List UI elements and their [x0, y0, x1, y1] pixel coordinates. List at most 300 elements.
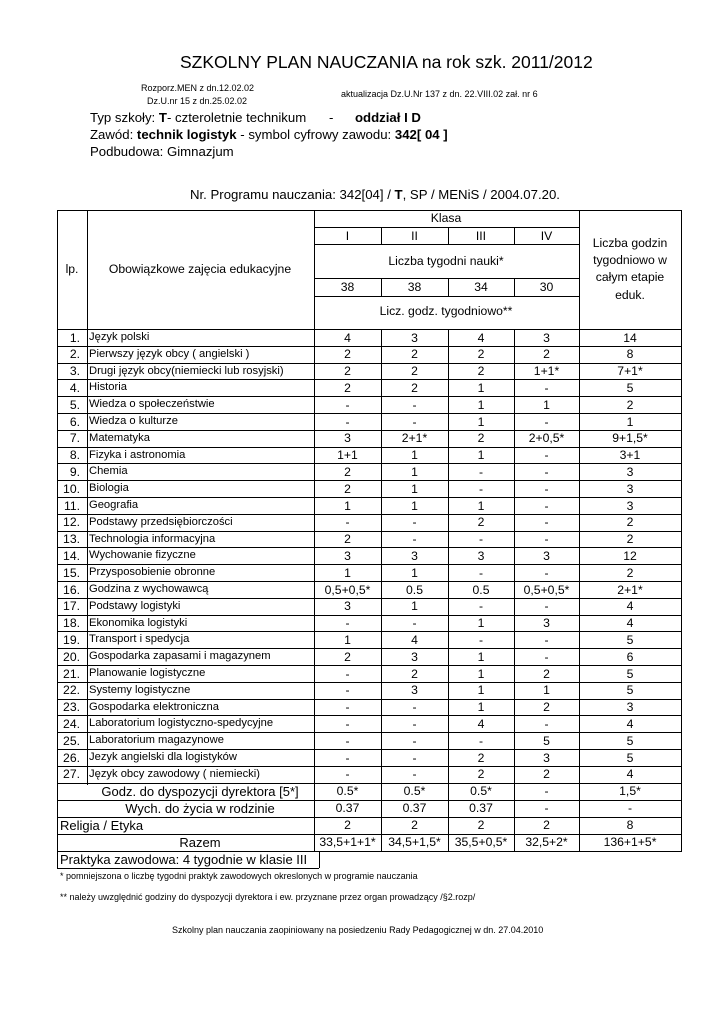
table-rule: [381, 615, 382, 632]
row-lp: 4.: [69, 380, 80, 395]
row-divider: [57, 463, 682, 464]
family-education-class-3: 0.37: [469, 801, 493, 816]
row-lp: 8.: [69, 448, 80, 463]
row-class-4-hours: 2: [543, 347, 550, 362]
table-rule: [579, 480, 580, 497]
table-rule: [448, 531, 449, 548]
table-rule: [514, 648, 515, 665]
table-rule: [448, 581, 449, 598]
table-rule: [314, 665, 315, 682]
table-rule: [381, 447, 382, 464]
table-rule: [579, 447, 580, 464]
table-rule: [314, 800, 315, 817]
row-subject: Podstawy logistyki: [89, 599, 181, 612]
program-suffix: , SP / MENiS / 2004.07.20.: [402, 187, 560, 202]
row-total-hours: 9+1,5*: [612, 431, 648, 446]
school-type-code: T: [158, 110, 167, 125]
row-class-4-hours: 2: [543, 700, 550, 715]
curriculum-table: [57, 210, 681, 870]
row-class-4-hours: 2+0,5*: [528, 431, 565, 446]
row-divider: [57, 715, 682, 716]
table-rule: [314, 346, 315, 363]
row-subject: Drugi język obcy(niemiecki lub rosyjski): [89, 364, 284, 377]
table-rule: [448, 547, 449, 564]
row-class-4-hours: 3: [543, 548, 550, 563]
row-total-hours: 14: [623, 330, 637, 345]
table-rule: [448, 379, 449, 396]
table-rule: [381, 278, 382, 296]
table-rule: [381, 817, 382, 834]
row-divider: [57, 447, 682, 448]
row-subject: Systemy logistyczne: [89, 683, 191, 696]
page-title: SZKOLNY PLAN NAUCZANIA na rok szk. 2011/2012: [180, 52, 593, 72]
table-rule: [514, 817, 515, 834]
row-class-3-hours: 0.5: [472, 582, 490, 597]
row-subject: Jezyk angielski dla logistyków: [89, 751, 237, 763]
practice-border-right: [319, 852, 320, 868]
table-rule: [514, 379, 515, 396]
table-rule: [381, 396, 382, 413]
sum-row-class-2: 34,5+1,5*: [388, 835, 441, 850]
table-rule: [514, 480, 515, 497]
table-rule: [314, 296, 579, 297]
table-rule: [514, 463, 515, 480]
profession-name: technik logistyk: [136, 127, 237, 142]
row-subject: Pierwszy język obcy ( angielski ): [89, 347, 250, 360]
row-class-3-hours: 2: [477, 347, 485, 362]
row-class-1-hours: -: [345, 616, 350, 631]
row-class-1-hours: 2: [344, 481, 351, 496]
table-rule: [514, 346, 515, 363]
table-rule: [514, 531, 515, 548]
table-rule: [448, 783, 449, 800]
table-rule: [448, 682, 449, 699]
table-rule: [579, 581, 580, 598]
family-education-total: -: [627, 801, 633, 816]
row-divider: [57, 497, 682, 498]
row-divider: [57, 564, 682, 565]
table-rule: [579, 834, 580, 851]
row-class-2-hours: -: [412, 515, 417, 530]
row-total-hours: 5: [626, 733, 634, 748]
row-total-hours: 7+1*: [617, 364, 643, 379]
header-total-line-3: całym etapie: [595, 270, 665, 284]
row-class-1-hours: -: [345, 515, 350, 530]
row-class-4-hours: -: [544, 716, 549, 731]
row-total-hours: 8: [626, 347, 634, 362]
table-rule: [448, 447, 449, 464]
row-class-3-hours: 1: [477, 414, 485, 429]
table-rule: [448, 817, 449, 834]
table-rule: [514, 447, 515, 464]
table-rule: [514, 227, 515, 244]
row-total-hours: 2+1*: [617, 582, 643, 597]
row-lp: 3.: [69, 364, 80, 379]
row-lp: 1.: [69, 330, 80, 345]
row-subject: Historia: [89, 381, 127, 394]
director-hours-label: Godz. do dyspozycji dyrektora [5*]: [101, 784, 299, 800]
row-class-3-hours: -: [478, 632, 484, 647]
table-rule: [514, 363, 515, 380]
table-rule: [314, 715, 315, 732]
row-class-1-hours: 3: [344, 431, 351, 446]
table-rule: [448, 615, 449, 632]
table-rule: [381, 547, 382, 564]
row-subject: Technologia informacyjna: [89, 532, 216, 545]
row-class-2-hours: -: [412, 716, 417, 731]
table-rule: [579, 379, 580, 396]
row-divider: [57, 682, 682, 683]
header-subjects: Obowiązkowe zajęcia edukacyjne: [108, 262, 292, 276]
table-rule: [381, 834, 382, 851]
row-subject: Wiedza o kulturze: [89, 415, 178, 427]
table-rule: [381, 346, 382, 363]
table-rule: [381, 430, 382, 447]
table-rule: [314, 749, 315, 766]
table-rule: [514, 631, 515, 648]
profession-label: Zawód:: [90, 127, 137, 142]
row-class-1-hours: 1: [344, 498, 351, 513]
row-divider: [57, 363, 682, 364]
director-hours-class-3: 0.5*: [470, 784, 492, 799]
row-lp: 6.: [69, 414, 80, 429]
table-rule: [381, 682, 382, 699]
row-total-hours: 4: [626, 767, 634, 782]
row-subject: Chemia: [89, 465, 128, 478]
footnote-hours: ** należy uwzględnić godziny do dyspozycji dyrektora i ew. przyznane przez organ prowadzący /§2.rozp/: [60, 892, 476, 902]
header-class-2: II: [411, 229, 418, 243]
row-class-1-hours: 2: [344, 380, 351, 395]
row-lp: 21.: [63, 666, 80, 681]
school-division: oddział I D: [355, 110, 421, 125]
row-class-3-hours: 2: [477, 515, 485, 530]
row-lp: 7.: [69, 431, 80, 446]
row-class-2-hours: 1: [411, 599, 418, 614]
table-rule: [579, 346, 580, 363]
header-hours-label: Licz. godz. tygodniowo**: [379, 304, 513, 318]
table-rule: [579, 817, 580, 834]
table-rule: [448, 329, 449, 346]
row-class-4-hours: -: [544, 515, 549, 530]
row-class-3-hours: 2: [477, 431, 485, 446]
table-rule: [381, 648, 382, 665]
row-lp: 11.: [63, 498, 80, 513]
table-rule: [314, 480, 315, 497]
row-divider: [57, 480, 682, 481]
row-class-4-hours: 3: [543, 750, 550, 765]
table-rule: [314, 430, 315, 447]
row-divider: [57, 665, 682, 666]
row-class-3-hours: 4: [477, 716, 485, 731]
table-rule: [314, 547, 315, 564]
row-class-3-hours: -: [478, 481, 484, 496]
row-lp: 19.: [63, 632, 80, 647]
school-base: Podbudowa: Gimnazjum: [90, 144, 234, 159]
table-rule: [579, 800, 580, 817]
row-class-2-hours: 1: [411, 498, 418, 513]
table-rule: [579, 463, 580, 480]
table-rule: [514, 800, 515, 817]
row-class-3-hours: 1: [477, 616, 485, 631]
row-class-3-hours: 1: [477, 448, 485, 463]
program-prefix: Nr. Programu nauczania: 342[04] /: [190, 187, 395, 202]
table-rule: [514, 682, 515, 699]
table-rule: [381, 329, 382, 346]
table-rule: [57, 329, 682, 330]
table-rule: [514, 598, 515, 615]
row-divider: [57, 817, 682, 818]
row-total-hours: 1: [626, 414, 634, 429]
table-rule: [579, 564, 580, 581]
row-subject: Matematyka: [89, 431, 150, 444]
religion-ethics-class-2: 2: [411, 818, 418, 833]
row-class-2-hours: -: [412, 397, 417, 412]
table-rule: [381, 783, 382, 800]
table-rule: [314, 598, 315, 615]
table-rule: [514, 732, 515, 749]
row-class-3-hours: 1: [477, 683, 485, 698]
row-subject: Gospodarka elektroniczna: [89, 700, 219, 713]
row-class-1-hours: -: [345, 700, 350, 715]
table-rule: [314, 732, 315, 749]
table-rule: [579, 363, 580, 380]
table-rule: [381, 497, 382, 514]
row-class-1-hours: 1+1: [337, 448, 358, 463]
religion-ethics-class-4: 2: [543, 818, 550, 833]
header-weeks-label: Liczba tygodni nauki*: [388, 254, 504, 268]
table-rule: [514, 834, 515, 851]
table-rule: [448, 463, 449, 480]
row-class-3-hours: 1: [477, 649, 485, 664]
table-rule: [579, 699, 580, 716]
table-rule: [314, 817, 315, 834]
table-rule: [448, 396, 449, 413]
table-rule: [579, 497, 580, 514]
row-class-1-hours: -: [345, 666, 350, 681]
table-rule: [314, 648, 315, 665]
row-subject: Fizyka i astronomia: [89, 448, 186, 461]
row-class-1-hours: 2: [344, 347, 351, 362]
row-class-2-hours: -: [412, 616, 417, 631]
row-divider: [57, 514, 682, 515]
table-rule: [314, 447, 315, 464]
row-class-2-hours: -: [412, 733, 417, 748]
table-rule: [381, 379, 382, 396]
row-class-4-hours: -: [544, 498, 549, 513]
row-class-4-hours: 5: [543, 733, 550, 748]
row-class-1-hours: -: [345, 716, 350, 731]
header-class-4: IV: [540, 229, 553, 243]
row-lp: 22.: [63, 683, 80, 698]
row-total-hours: 3: [626, 464, 634, 479]
row-class-4-hours: 0,5+0,5*: [523, 582, 570, 597]
row-class-3-hours: 1: [477, 666, 485, 681]
row-subject: Laboratorium logistyczno-spedycyjne: [89, 717, 274, 730]
row-class-1-hours: 3: [344, 548, 351, 563]
row-divider: [57, 766, 682, 767]
row-class-4-hours: -: [544, 599, 549, 614]
table-rule: [448, 227, 449, 244]
row-total-hours: 3: [626, 498, 634, 513]
table-rule: [448, 363, 449, 380]
row-class-2-hours: 0.5: [406, 582, 423, 597]
row-lp: 23.: [63, 700, 80, 715]
row-total-hours: 3+1: [619, 448, 641, 463]
table-rule: [514, 396, 515, 413]
table-rule: [514, 497, 515, 514]
row-divider: [57, 699, 682, 700]
row-subject: Język polski: [89, 331, 150, 343]
profession-line: [90, 127, 448, 142]
regulation-update: aktualizacja Dz.U.Nr 137 z dn. 22.VIII.02 zał. nr 6: [341, 89, 538, 99]
table-rule: [579, 648, 580, 665]
table-rule: [514, 430, 515, 447]
row-class-4-hours: 3: [543, 616, 550, 631]
row-class-3-hours: 3: [477, 548, 485, 563]
row-class-4-hours: -: [544, 565, 549, 580]
header-total-line-4: eduk.: [615, 288, 645, 302]
row-total-hours: 5: [626, 666, 634, 681]
table-rule: [314, 834, 315, 851]
table-rule: [448, 480, 449, 497]
table-rule: [381, 800, 382, 817]
table-rule: [579, 715, 580, 732]
table-rule: [579, 430, 580, 447]
row-divider: [57, 547, 682, 548]
row-lp: 17.: [63, 599, 80, 614]
table-rule: [314, 227, 579, 228]
table-rule: [579, 547, 580, 564]
row-lp: 2.: [69, 347, 80, 362]
table-rule: [514, 278, 515, 296]
table-rule: [579, 732, 580, 749]
table-rule: [514, 514, 515, 531]
row-subject: Wiedza o społeczeństwie: [89, 398, 215, 411]
row-class-4-hours: -: [544, 464, 549, 479]
row-class-1-hours: 2: [344, 649, 351, 664]
row-lp: 24.: [63, 716, 80, 731]
director-hours-class-2: 0.5*: [403, 784, 426, 799]
row-subject: Geografia: [89, 499, 139, 511]
row-class-4-hours: -: [544, 649, 549, 664]
footnote-weeks: * pomniejszona o liczbę tygodni praktyk zawodowych okreslonych w programie nauczania: [60, 871, 418, 881]
religion-ethics-total: 8: [626, 818, 634, 833]
header-class-1: I: [345, 229, 350, 243]
table-rule: [448, 278, 449, 296]
table-rule: [514, 547, 515, 564]
school-type-dash: -: [329, 110, 334, 125]
table-rule: [579, 783, 580, 800]
row-class-2-hours: -: [412, 532, 417, 547]
row-total-hours: 6: [626, 649, 634, 664]
table-rule: [314, 244, 579, 245]
table-rule: [448, 732, 449, 749]
school-type-line: [90, 110, 306, 125]
row-lp: 10.: [63, 481, 80, 496]
row-lp: 27.: [63, 767, 80, 782]
row-class-3-hours: 2: [477, 750, 485, 765]
row-class-1-hours: 2: [344, 464, 351, 479]
row-class-1-hours: -: [345, 733, 350, 748]
table-rule: [381, 413, 382, 430]
table-border-left: [57, 210, 58, 868]
table-rule: [448, 834, 449, 851]
table-rule: [579, 615, 580, 632]
table-rule: [448, 766, 449, 783]
school-type-label: Typ szkoły:: [90, 110, 159, 125]
row-subject: Wychowanie fizyczne: [89, 549, 196, 562]
row-class-4-hours: -: [544, 414, 549, 429]
row-class-1-hours: 1: [344, 565, 351, 580]
table-rule: [514, 413, 515, 430]
row-class-4-hours: -: [544, 632, 549, 647]
row-class-3-hours: 1: [477, 397, 485, 412]
row-subject: Ekonomika logistyki: [89, 616, 188, 629]
practice-note: Praktyka zawodowa: 4 tygodnie w klasie III: [60, 851, 308, 867]
table-rule: [381, 699, 382, 716]
table-rule: [579, 210, 580, 329]
row-subject: Laboratorium magazynowe: [89, 734, 224, 747]
row-class-4-hours: 3: [543, 330, 550, 345]
row-total-hours: 3: [626, 481, 634, 496]
row-class-3-hours: -: [478, 464, 484, 479]
row-divider: [57, 615, 682, 616]
table-rule: [381, 766, 382, 783]
table-rule: [448, 497, 449, 514]
table-rule: [314, 581, 315, 598]
row-divider: [57, 430, 682, 431]
row-class-1-hours: -: [345, 397, 350, 412]
row-divider: [57, 379, 682, 380]
row-class-2-hours: 2: [411, 364, 418, 379]
table-rule: [579, 531, 580, 548]
table-rule: [579, 329, 580, 346]
table-rule: [448, 430, 449, 447]
row-class-2-hours: 1: [411, 565, 418, 580]
table-rule: [514, 715, 515, 732]
approval-note: Szkolny plan nauczania zaopiniowany na posiedzeniu Rady Pedagogicznej w dn. 27.04.2010: [172, 925, 544, 935]
table-rule: [448, 715, 449, 732]
table-rule: [448, 598, 449, 615]
header-class-3: III: [475, 229, 487, 243]
row-class-2-hours: -: [412, 750, 417, 765]
row-total-hours: 2: [626, 565, 634, 580]
row-total-hours: 3: [626, 700, 634, 715]
regulation-line-2: Dz.U.nr 15 z dn.25.02.02: [147, 96, 248, 106]
table-rule: [448, 631, 449, 648]
row-total-hours: 5: [626, 683, 634, 698]
table-rule: [448, 699, 449, 716]
row-class-3-hours: -: [478, 565, 484, 580]
row-class-2-hours: 4: [411, 632, 418, 647]
table-rule: [579, 598, 580, 615]
table-rule: [381, 598, 382, 615]
header-weeks-3: 34: [474, 280, 488, 294]
row-divider: [57, 749, 682, 750]
row-divider: [57, 413, 682, 414]
table-rule: [448, 564, 449, 581]
program-number: [190, 187, 560, 202]
table-rule: [579, 514, 580, 531]
row-class-4-hours: -: [544, 481, 549, 496]
table-rule: [381, 514, 382, 531]
row-class-2-hours: 3: [411, 683, 418, 698]
row-class-3-hours: 1: [477, 380, 485, 395]
row-class-2-hours: 1: [411, 464, 418, 479]
row-class-3-hours: 1: [477, 700, 485, 715]
table-rule: [381, 749, 382, 766]
table-rule: [448, 665, 449, 682]
